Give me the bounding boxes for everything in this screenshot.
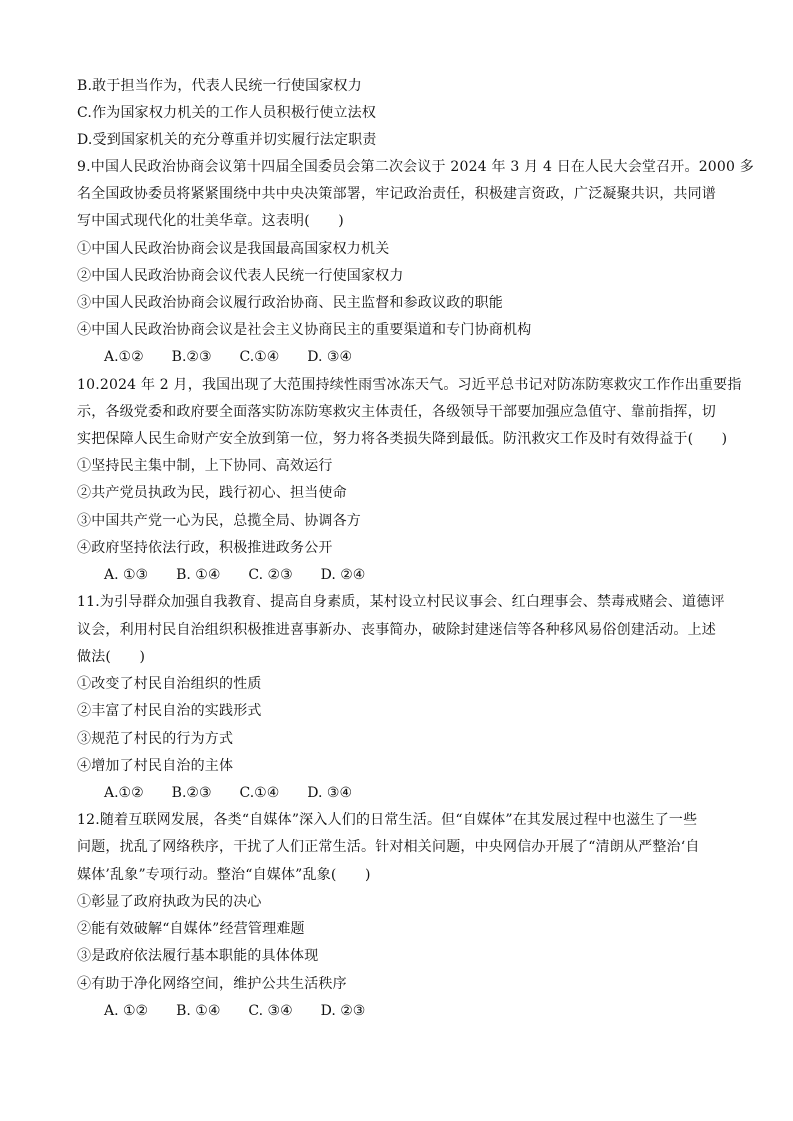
q10-stem-line-2: 示，各级党委和政府要全面落实防冻防寒救灾主体责任，各级领导干部要加强应急值守、靠前指挥，切 <box>77 404 716 420</box>
q12-stem-line-1: 12.随着互联网发展，各类“自媒体”深入人们的日常生活。但“自媒体”在其发展过程中也滋生了一些 <box>77 812 698 828</box>
q11-item-4: ④增加了村民自治的主体 <box>77 758 234 774</box>
q11-stem-line-3: 做法( ) <box>77 649 146 665</box>
q11-item-3: ③规范了村民的行为方式 <box>77 731 234 747</box>
q9-answer-options: A.①② B.②③ C.①④ D. ③④ <box>104 349 352 365</box>
q12-stem-line-2: 问题，扰乱了网络秩序，干扰了人们正常生活。针对相关问题，中央网信办开展了“清朗从严整治‘自 <box>77 839 700 855</box>
q9-item-3: ③中国人民政治协商会议履行政治协商、民主监督和参政议政的职能 <box>77 295 503 311</box>
q9-stem-line-1: 9.中国人民政治协商会议第十四届全国委员会第二次会议于 2024 年 3 月 4 日在人民大会堂召开。2000 多 <box>77 159 754 175</box>
q12-item-1: ①彰显了政府执政为民的决心 <box>77 894 262 910</box>
q9-stem-line-2: 名全国政协委员将紧紧围绕中共中央决策部署，牢记政治责任，积极建言资政，广泛凝聚共识，共同谱 <box>77 186 716 202</box>
q11-answer-options: A.①② B.②③ C.①④ D. ③④ <box>104 785 352 801</box>
q9-item-4: ④中国人民政治协商会议是社会主义协商民主的重要渠道和专门协商机构 <box>77 322 532 338</box>
q10-stem-line-1: 10.2024 年 2 月，我国出现了大范围持续性雨雪冰冻天气。习近平总书记对防冻防寒救灾工作作出重要指 <box>77 377 742 393</box>
q10-stem-line-3: 实把保障人民生命财产安全放到第一位，努力将各类损失降到最低。防汛救灾工作及时有效得益于( ) <box>77 431 728 447</box>
q10-item-1: ①坚持民主集中制，上下协同、高效运行 <box>77 458 333 474</box>
q12-stem-line-3: 媒体’乱象”专项行动。整治“自媒体”乱象( ) <box>77 867 371 883</box>
q9-stem-line-3: 写中国式现代化的壮美华章。这表明( ) <box>77 213 344 229</box>
q8-option-c: C.作为国家权力机关的工作人员积极行使立法权 <box>77 105 377 121</box>
q11-stem-line-1: 11.为引导群众加强自我教育、提高自身素质，某村设立村民议事会、红白理事会、禁毒戒赌会、道德评 <box>77 594 725 610</box>
q11-item-1: ①改变了村民自治组织的性质 <box>77 676 262 692</box>
q9-item-2: ②中国人民政治协商会议代表人民统一行使国家权力 <box>77 268 404 284</box>
q10-answer-options: A. ①③ B. ①④ C. ②③ D. ②④ <box>104 567 366 583</box>
q10-item-3: ③中国共产党一心为民，总揽全局、协调各方 <box>77 513 361 529</box>
q12-item-3: ③是政府依法履行基本职能的具体体现 <box>77 948 319 964</box>
q12-item-4: ④有助于净化网络空间，维护公共生活秩序 <box>77 976 347 992</box>
q12-answer-options: A. ①② B. ①④ C. ③④ D. ②③ <box>104 1003 366 1019</box>
q8-option-d: D.受到国家机关的充分尊重并切实履行法定职责 <box>77 132 377 148</box>
q11-stem-line-2: 议会，利用村民自治组织积极推进喜事新办、丧事简办，破除封建迷信等各种移风易俗创建活动。上述 <box>77 622 716 638</box>
q8-option-b: B.敢于担当作为，代表人民统一行使国家权力 <box>77 78 362 94</box>
q9-item-1: ①中国人民政治协商会议是我国最高国家权力机关 <box>77 241 390 257</box>
q11-item-2: ②丰富了村民自治的实践形式 <box>77 703 262 719</box>
q10-item-4: ④政府坚持依法行政，积极推进政务公开 <box>77 540 333 556</box>
q12-item-2: ②能有效破解“自媒体”经营管理难题 <box>77 921 305 937</box>
q10-item-2: ②共产党员执政为民，践行初心、担当使命 <box>77 485 347 501</box>
